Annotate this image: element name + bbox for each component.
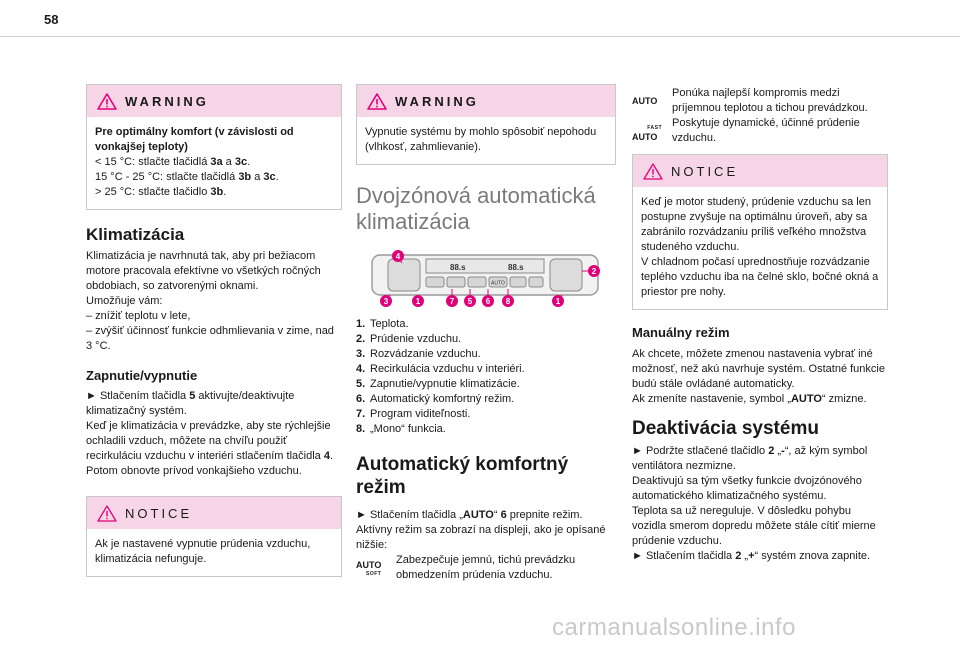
footer-watermark: carmanualsonline.info: [552, 614, 796, 641]
notice-title: NOTICE: [671, 163, 739, 179]
legend-list: [356, 317, 616, 437]
callout-7: [446, 295, 458, 307]
svg-text:6: 6: [485, 297, 491, 306]
notice-box-1: [86, 496, 342, 577]
mode-soft-text: Zabezpečuje jemnú, tichú prevádzku obmedzením prúdenia vzduchu.: [396, 554, 576, 581]
callout-6: [482, 295, 494, 307]
warning-intro: Pre optimálny komfort (v závislosti od vonkajšej teploty): [95, 126, 294, 153]
panel-btn-f: [529, 277, 543, 287]
svg-text:5: 5: [467, 297, 473, 306]
panel-btn-c: [468, 277, 486, 287]
column-1: [86, 84, 342, 577]
auto-icon: AUTO: [632, 96, 658, 106]
callout-4: [392, 250, 404, 262]
callout-3: [380, 295, 392, 307]
zapnutie-p2: Keď je klimatizácia v prevádzke, aby ste rýchlejšie ochladili vzduch, môžete na chvíľu použiť recirkuláciu vzduchu v interiéri stlačením tlačidla 4. Potom obnovte prívod vonkajšieho vzduchu.: [86, 420, 334, 477]
list-item: 5. Zapnutie/vypnutie klimatizácie.: [356, 378, 520, 390]
list-item: 2. Prúdenie vzduchu.: [356, 333, 462, 345]
notice-icon: [97, 505, 117, 522]
callout-8: [502, 295, 514, 307]
warning-icon: [97, 93, 117, 110]
manualny-p1: Ak chcete, môžete zmenou nastavenia vybrať iné možnosť, než akú navrhuje systém. Ostatné funkcie budú stále ovládané automaticky.: [632, 348, 885, 390]
deaktivacia-p2: Deaktivujú sa tým všetky funkcie dvojzónového automatického klimatizačného systému.: [632, 475, 862, 502]
svg-text:1: 1: [555, 297, 561, 306]
page-number: 58: [44, 12, 59, 27]
display-right: 88.s: [508, 263, 524, 272]
mode-fast-row: [632, 116, 888, 146]
notice-icon: [643, 163, 663, 180]
auto-fast-icon: FAST AUTO: [632, 125, 662, 142]
list-item: 4. Recirkulácia vzduchu v interiéri.: [356, 363, 525, 375]
list-item: 1. Teplota.: [356, 318, 409, 330]
climate-panel-illustration: [362, 249, 612, 311]
klimatizacia-item-1: – znížiť teplotu v lete,: [86, 310, 191, 322]
deaktivacia-p4: ► Stlačením tlačidla 2 „+“ systém znova zapnite.: [632, 550, 871, 562]
heading-klimatizacia: Klimatizácia: [86, 225, 185, 244]
heading-dvojzonova: Dvojzónová automatická klimatizácia: [356, 183, 596, 234]
svg-text:2: 2: [591, 267, 597, 276]
notice-box-2-body: Keď je motor studený, prúdenie vzduchu sa len postupne zvyšuje na optimálnu úroveň, aby sa zabránilo rozvádzaniu príliš veľkého množstva studeného vzduchu. V chladnom počasí uprednostňuje rozvádzanie teplého vzduchu iba na čelné sklo, bočné okná a priestor pre nohy.: [641, 196, 879, 298]
top-rule: [0, 36, 960, 37]
column-2: [356, 84, 616, 583]
panel-btn-a: [426, 277, 444, 287]
notice-box-1-header: [87, 497, 341, 529]
heading-auto-rezim: Automatický komfortný režim: [356, 454, 569, 498]
heading-manualny: Manuálny režim: [632, 325, 730, 340]
mode-auto-text: Ponúka najlepší kompromis medzi príjemnou teplotou a tichou prevádzkou.: [672, 87, 868, 114]
klimatizacia-item-2: – zvýšiť účinnosť funkcie odhmlievania v zime, nad 3 °C.: [86, 325, 334, 352]
list-item: 3. Rozvádzanie vzduchu.: [356, 348, 481, 360]
klimatizacia-body: Klimatizácia je navrhnutá tak, aby pri bežiacom motore pracovala efektívne vo všetkých ročných obdobiach, so zatvorenými oknami.: [86, 250, 321, 292]
svg-text:4: 4: [395, 252, 401, 261]
notice-box-2-header: [633, 155, 887, 187]
warning-box-1-header: [87, 85, 341, 117]
warning-line-3: > 25 °C: stlačte tlačidlo 3b.: [95, 186, 227, 198]
auto-rezim-p2: Aktívny režim sa zobrazí na displeji, ako je opísané nižšie:: [356, 524, 606, 551]
column-3: [632, 86, 888, 564]
deaktivacia-p1: ► Podržte stlačené tlačidlo 2 „-“, až kým symbol ventilátora nezmizne.: [632, 445, 868, 472]
warning-line-2: 15 °C - 25 °C: stlačte tlačidlá 3b a 3c.: [95, 171, 279, 183]
warning-box-1-body: [87, 117, 341, 209]
callout-1-left: [412, 295, 424, 307]
auto-soft-icon: AUTO SOFT: [356, 560, 382, 577]
notice-title: NOTICE: [125, 505, 193, 521]
warning-box-1: [86, 84, 342, 210]
heading-deaktivacia: Deaktivácia systému: [632, 418, 819, 439]
warning-line-1: < 15 °C: stlačte tlačidlá 3a a 3c.: [95, 156, 251, 168]
mode-soft-row: [356, 553, 616, 583]
panel-btn-b: [447, 277, 465, 287]
mode-fast-text: Poskytuje dynamické, účinné prúdenie vzduchu.: [672, 117, 860, 144]
svg-text:7: 7: [449, 297, 455, 306]
notice-box-1-body: Ak je nastavené vypnutie prúdenia vzduchu, klimatizácia nefunguje.: [95, 538, 311, 565]
warning-box-2-body: Vypnutie systému by mohlo spôsobiť nepohodu (vlhkosť, zahmlievanie).: [365, 126, 597, 153]
mode-auto-row: [632, 86, 888, 116]
list-item: 7. Program viditeľnosti.: [356, 408, 471, 420]
list-item: 8. „Mono“ funkcia.: [356, 423, 446, 435]
list-item: 6. Automatický komfortný režim.: [356, 393, 515, 405]
klimatizacia-allows: Umožňuje vám:: [86, 295, 163, 307]
deaktivacia-p3: Teplota sa už nereguluje. V dôsledku pohybu vozidla smerom dopredu môžete stále cítiť mierne prúdenie vzduchu.: [632, 505, 876, 547]
display-left: 88.s: [450, 263, 466, 272]
panel-auto-label: AUTO: [491, 280, 505, 287]
svg-text:8: 8: [505, 297, 511, 306]
zapnutie-p1: ► Stlačením tlačidla 5 aktivujte/deaktivujte klimatizačný systém.: [86, 390, 295, 417]
warning-box-2: [356, 84, 616, 165]
callout-2: [588, 265, 600, 277]
panel-btn-e: [510, 277, 526, 287]
callout-1-right: [552, 295, 564, 307]
warning-title: WARNING: [125, 93, 209, 109]
warning-icon: [367, 93, 387, 110]
svg-text:1: 1: [415, 297, 421, 306]
notice-box-2: [632, 154, 888, 310]
svg-text:3: 3: [383, 297, 389, 306]
heading-zapnutie: Zapnutie/vypnutie: [86, 368, 198, 383]
warning-box-2-header: [357, 85, 615, 117]
manualny-p2: Ak zmeníte nastavenie, symbol „AUTO“ zmizne.: [632, 393, 867, 405]
warning-title: WARNING: [395, 93, 479, 109]
callout-5: [464, 295, 476, 307]
auto-rezim-p1: ► Stlačením tlačidla „AUTO“ 6 prepnite režim.: [356, 509, 583, 521]
